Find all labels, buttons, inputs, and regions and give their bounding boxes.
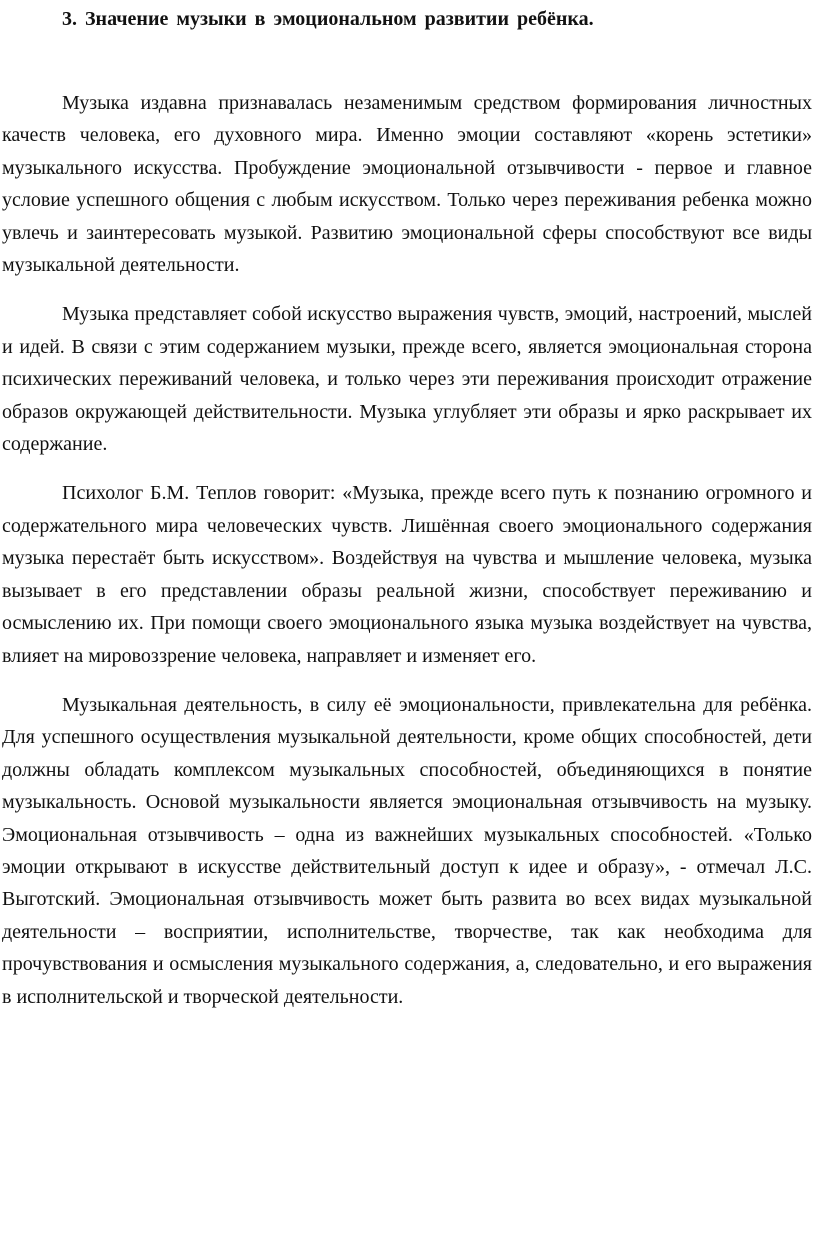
paragraph-4: Музыкальная деятельность, в силу её эмоциональности, привлекательна для ребёнка. Для успешного осуществления музыкальной деятельности, кроме общих способностей, дети должны обладать комплексом музыкальных способностей, объединяющихся в понятие музыкальность. Основой музыкальности является эмоциональная отзывчивость на музыку. Эмоциональная отзывчивость – одна из важнейших музыкальных способностей. «Только эмоции открывают в искусстве действительный доступ к идее и образу», - отмечал Л.С. Выготский. Эмоциональная отзывчивость может быть развита во всех видах музыкальной деятельности – восприятии, исполнительстве, творчестве, так как необходима для прочувствования и осмысления музыкального содержания, а, следовательно, и его выражения в исполнительской и творческой деятельности. xyxy=(2,693,812,1008)
section-heading: 3. Значение музыки в эмоциональном развитии ребёнка. xyxy=(62,8,594,30)
paragraph-2: Музыка представляет собой искусство выражения чувств, эмоций, настроений, мыслей и идей. В связи с этим содержанием музыки, прежде всего, является эмоциональная сторона психических переживаний человека, и только через эти переживания происходит отражение образов окружающей действительности. Музыка углубляет эти образы и ярко раскрывает их содержание. xyxy=(2,303,812,456)
paragraph-1: Музыка издавна признавалась незаменимым средством формирования личностных качеств человека, его духовного мира. Именно эмоции составляют «корень эстетики» музыкального искусства. Пробуждение эмоциональной отзывчивости - первое и главное условие успешного общения с любым искусством. Только через переживания ребенка можно увлечь и заинтересовать музыкой. Развитию эмоциональной сферы способствуют все виды музыкальной деятельности. xyxy=(2,92,812,277)
paragraph-3: Психолог Б.М. Теплов говорит: «Музыка, прежде всего путь к познанию огромного и содержательного мира человеческих чувств. Лишённая своего эмоционального содержания музыка перестаёт быть искусством». Воздействуя на чувства и мышление человека, музыка вызывает в его представлении образы реальной жизни, способствует переживанию и осмыслению их. При помощи своего эмоционального языка музыка воздействует на чувства, влияет на мировоззрение человека, направляет и изменяет его. xyxy=(2,482,812,667)
